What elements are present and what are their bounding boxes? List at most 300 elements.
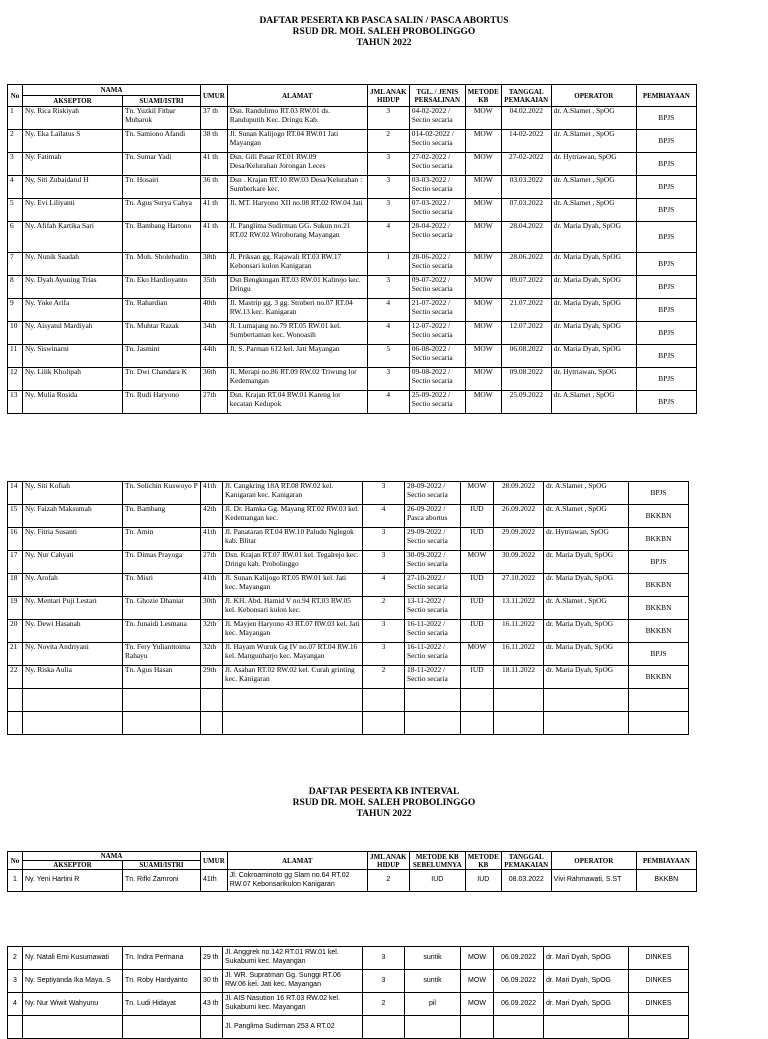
cell-tgl-jenis: 16-11-2022 / Sectio secaria (405, 620, 461, 643)
cell-pembiayaan: BPJS (636, 368, 696, 391)
cell-umur: 30th (201, 597, 223, 620)
cell-pembiayaan: BPJS (629, 482, 689, 505)
cell-metode: MOW (465, 391, 501, 414)
cell-suami (123, 1016, 201, 1039)
cell-tanggal: 28.04.2022 (501, 222, 551, 253)
interval-table-continued (7, 946, 689, 1039)
col-pembiayaan: PEMBIAYAAN (636, 852, 696, 870)
doc2-title-line: RSUD DR. MOH. SALEH PROBOLINGGO (292, 798, 476, 808)
cell-jml-anak: 5 (367, 345, 409, 368)
cell-no: 2 (8, 947, 23, 970)
cell-pembiayaan: BPJS (636, 153, 696, 176)
cell-suami: Tn. Ghozie Dhaniar (123, 597, 201, 620)
cell-alamat: Dsn. Krajan RT.07 RW.01 kel. Tegalrejo kec. Dringu kab. Probolinggo (223, 551, 363, 574)
col-umur: UMUR (201, 85, 228, 107)
empty-cell (405, 689, 461, 712)
cell-operator (544, 1016, 629, 1039)
empty-cell (494, 712, 544, 735)
cell-jml-anak: 2 (367, 130, 409, 153)
table-row (8, 276, 697, 299)
cell-pembiayaan: BKKBN (629, 574, 689, 597)
table-row (8, 199, 697, 222)
table-row (8, 528, 689, 551)
cell-tgl-jenis: 014-02-2022 / Sectio secaria (409, 130, 465, 153)
cell-alamat: Jl. MT. Haryono XII no.08 RT.02 RW.04 Jati (227, 199, 367, 222)
cell-metode: MOW (461, 482, 494, 505)
cell-akseptor: Ny. Dewi Hasanah (23, 620, 123, 643)
cell-no: 1 (8, 107, 23, 130)
cell-umur: 41th (201, 528, 223, 551)
cell-tanggal: 08.03.2022 (501, 870, 551, 892)
cell-no: 15 (8, 505, 23, 528)
cell-umur: 41th (201, 482, 223, 505)
table-row (8, 299, 697, 322)
cell-pembiayaan: DINKES (629, 993, 689, 1016)
cell-alamat: Jl. Priksan gg. Rajawali RT.03 RW.17 Kebonsari kulon Kanigaran (227, 253, 367, 276)
cell-tgl-jenis: 26-09-2022 / Pasca abortus (405, 505, 461, 528)
cell-jml-anak: 3 (363, 643, 405, 666)
col-suami: SUAMI/ISTRI (123, 96, 201, 107)
cell-operator: dr. Maria Dyah, SpOG (551, 345, 636, 368)
cell-alamat: Dsn. Krajan RT.04 RW.01 Kareng lor kecatan Kedupok (227, 391, 367, 414)
cell-suami: Tn. Eko Hardioyanto (123, 276, 201, 299)
cell-pembiayaan: BPJS (636, 299, 696, 322)
table-row (8, 153, 697, 176)
cell-umur: 36th (201, 368, 228, 391)
cell-umur: 41th (201, 870, 228, 892)
cell-tanggal: 25.09.2022 (501, 391, 551, 414)
cell-pembiayaan: BKKBN (629, 597, 689, 620)
col-nama: NAMA (23, 85, 201, 96)
cell-umur: 41 th (201, 153, 228, 176)
cell-no: 3 (8, 970, 23, 993)
cell-tgl-jenis: 09-08-2022 / Sectio secaria (409, 368, 465, 391)
empty-cell (544, 712, 629, 735)
cell-no: 7 (8, 253, 23, 276)
cell-suami: Tn. Moh. Sholehudin (123, 253, 201, 276)
cell-suami: Tn. Jasmint (123, 345, 201, 368)
cell-jml-anak: 3 (363, 528, 405, 551)
cell-alamat: Dsn Bengkingan RT.03 RW.01 Kalirejo kec. Dringu (227, 276, 367, 299)
cell-umur: 29 th (201, 947, 223, 970)
cell-tgl-jenis: 06-08-2022 / Sectio secaria (409, 345, 465, 368)
cell-tanggal: 06.09.2022 (494, 993, 544, 1016)
cell-operator: dr. A.Slamet , SpOG (551, 107, 636, 130)
cell-alamat: Jl. Panglima Sudirman 253 A RT.02 (223, 1016, 363, 1039)
cell-jml-anak: 3 (363, 482, 405, 505)
table-row (8, 322, 697, 345)
empty-row (8, 712, 689, 735)
cell-operator: dr. A.Slamet , SpOG (544, 482, 629, 505)
cell-no: 6 (8, 222, 23, 253)
cell-tanggal: 27-02-2022 (501, 153, 551, 176)
cell-umur: 36 th (201, 176, 228, 199)
cell-jml-anak: 2 (363, 597, 405, 620)
table-row (8, 551, 689, 574)
cell-jml-anak: 2 (363, 666, 405, 689)
table-row (8, 597, 689, 620)
cell-metode-sebelumnya: suntik (405, 947, 461, 970)
cell-jml-anak: 3 (367, 276, 409, 299)
col-tgl-jenis: TGL. / JENIS PERSALINAN (409, 85, 465, 107)
cell-umur (201, 1016, 223, 1039)
cell-metode: MOW (465, 276, 501, 299)
cell-tgl-jenis: 03-03-2022 / Sectio secaria (409, 176, 465, 199)
cell-tgl-jenis: 27-02-2022 / Sectio secaria (409, 153, 465, 176)
col-nama: NAMA (23, 852, 201, 861)
col-suami: SUAMI/ISTRI (123, 861, 201, 870)
cell-tanggal: 26.09.2022 (494, 505, 544, 528)
cell-operator: dr. Maria Dyah, SpOG (551, 276, 636, 299)
doc1-title (0, 16, 768, 49)
cell-metode: IUD (461, 620, 494, 643)
cell-tanggal: 28.06.2022 (501, 253, 551, 276)
cell-tgl-jenis: 29-09-2022 / Sectio secaria (405, 528, 461, 551)
empty-cell (223, 689, 363, 712)
cell-pembiayaan: BPJS (636, 391, 696, 414)
cell-suami: Tn. Muhtar Razak (123, 322, 201, 345)
cell-akseptor: Ny. Afifah Kartika Sari (23, 222, 123, 253)
cell-pembiayaan: BPJS (629, 643, 689, 666)
cell-metode: IUD (461, 505, 494, 528)
empty-cell (201, 689, 223, 712)
empty-cell (405, 712, 461, 735)
cell-pembiayaan: BPJS (636, 222, 696, 253)
cell-no: 8 (8, 276, 23, 299)
table-row (8, 993, 689, 1016)
cell-alamat: Jl. Sunan Kalijogo RT.04 RW.01 Jati Mayangan (227, 130, 367, 153)
doc2-title-line: DAFTAR PESERTA KB INTERVAL (308, 787, 460, 797)
cell-akseptor: Ny. Nunik Saadah (23, 253, 123, 276)
col-tanggal: TANGGAL PEMAKAIAN (501, 852, 551, 870)
cell-metode: MOW (465, 176, 501, 199)
cell-metode: MOW (465, 222, 501, 253)
table-row (8, 947, 689, 970)
cell-pembiayaan: BPJS (629, 551, 689, 574)
cell-tanggal: 09.07.2022 (501, 276, 551, 299)
cell-metode: MOW (465, 130, 501, 153)
cell-metode: MOW (461, 993, 494, 1016)
table-row (8, 643, 689, 666)
empty-cell (8, 689, 23, 712)
cell-alamat: Jl. S. Parman 612 kel. Jati Mayangan (227, 345, 367, 368)
cell-umur: 43 th (201, 993, 223, 1016)
cell-tanggal (494, 1016, 544, 1039)
cell-suami: Tn. Fery Yulianttoima Rahayu (123, 643, 201, 666)
cell-tgl-jenis: 28-04-2022 / Sectio secaria (409, 222, 465, 253)
cell-jml-anak: 3 (363, 551, 405, 574)
cell-no: 18 (8, 574, 23, 597)
cell-no (8, 1016, 23, 1039)
cell-tanggal: 06.09.2022 (494, 970, 544, 993)
cell-jml-anak: 3 (367, 368, 409, 391)
cell-umur: 32th (201, 620, 223, 643)
cell-operator: dr. Maria Dyah, SpOG (551, 322, 636, 345)
cell-no: 9 (8, 299, 23, 322)
cell-metode: MOW (461, 643, 494, 666)
cell-umur: 40th (201, 299, 228, 322)
cell-suami: Tn. Junaidi Lesmana (123, 620, 201, 643)
cell-tgl-jenis: 07-03-2022 / Sectio secaria (409, 199, 465, 222)
cell-pembiayaan: BPJS (636, 176, 696, 199)
cell-alamat: Dsn. Randulimo RT.03 RW.01 ds. Randuputih Kec. Dringu Kab. (227, 107, 367, 130)
cell-jml-anak: 4 (363, 574, 405, 597)
cell-no: 3 (8, 153, 23, 176)
cell-umur: 32th (201, 643, 223, 666)
cell-jml-anak: 2 (363, 993, 405, 1016)
cell-metode: MOW (461, 970, 494, 993)
table-row (8, 666, 689, 689)
cell-metode: IUD (461, 528, 494, 551)
cell-metode: MOW (465, 368, 501, 391)
cell-umur: 44th (201, 345, 228, 368)
cell-no: 10 (8, 322, 23, 345)
cell-tgl-jenis: 18-11-2022 / Sectio secaria (405, 666, 461, 689)
cell-alamat: Jl. Anggrek no.142 RT.01 RW.01 kel. Sukabumi kec. Mayangan (223, 947, 363, 970)
cell-umur: 38 th (201, 130, 228, 153)
cell-metode-sebelumnya: IUD (409, 870, 465, 892)
cell-alamat: Jl. KH. Abd. Hamid V no.94 RT.03 RW.05 kel. Kebonsari kulon kec. (223, 597, 363, 620)
doc1-title-line: RSUD DR. MOH. SALEH PROBOLINGGO (292, 27, 476, 37)
cell-operator: dr. A.Slamet , SpOG (551, 130, 636, 153)
cell-pembiayaan: BPJS (636, 276, 696, 299)
cell-tgl-jenis: 12-07-2022 / Sectio secaria (409, 322, 465, 345)
cell-akseptor: Ny. Novita Andriyani (23, 643, 123, 666)
cell-jml-anak: 3 (363, 947, 405, 970)
cell-umur: 41th (201, 574, 223, 597)
table-row (8, 620, 689, 643)
table-row (8, 482, 689, 505)
cell-alamat: Jl. Cangkring 18A RT.08 RW.02 kel. Kanigaran kec. Kanigaran (223, 482, 363, 505)
col-umur: UMUR (201, 852, 228, 870)
cell-tgl-jenis: 16-11-2022 / Sectio secaria (405, 643, 461, 666)
cell-suami: Tn. Bambang Hartono (123, 222, 201, 253)
cell-umur: 35th (201, 276, 228, 299)
col-alamat: ALAMAT (227, 852, 367, 870)
cell-jml-anak: 3 (367, 107, 409, 130)
cell-operator: dr. Mari Dyah, SpOG (544, 970, 629, 993)
doc1-title-line: TAHUN 2022 (356, 38, 412, 48)
cell-tanggal: 09.08.2022 (501, 368, 551, 391)
col-operator: OPERATOR (551, 852, 636, 870)
cell-tanggal: 18.11.2022 (494, 666, 544, 689)
cell-tanggal: 06.08.2022 (501, 345, 551, 368)
cell-akseptor: Ny. Dyah Ayuning Trias (23, 276, 123, 299)
cell-metode: MOW (465, 153, 501, 176)
cell-umur: 27th (201, 391, 228, 414)
cell-operator: dr. Hytriawan, SpOG (544, 528, 629, 551)
cell-no: 5 (8, 199, 23, 222)
table-row (8, 130, 697, 153)
cell-operator: Vivi Rahmawati, S.ST (551, 870, 636, 892)
cell-tgl-jenis: 04-02-2022 / Sectio secaria (409, 107, 465, 130)
empty-cell (201, 712, 223, 735)
cell-pembiayaan: BPJS (636, 253, 696, 276)
doc2-title-line: TAHUN 2022 (356, 809, 412, 819)
cell-no: 12 (8, 368, 23, 391)
cell-no: 19 (8, 597, 23, 620)
empty-cell (123, 689, 201, 712)
cell-akseptor: Ny. Yoke Arifa (23, 299, 123, 322)
cell-pembiayaan: DINKES (629, 970, 689, 993)
cell-operator: dr. Mari Dyah, SpOG (544, 993, 629, 1016)
empty-cell (23, 689, 123, 712)
cell-suami: Tn. Rudi Haryono (123, 391, 201, 414)
cell-metode: MOW (461, 551, 494, 574)
cell-tanggal: 30.09.2022 (494, 551, 544, 574)
cell-akseptor: Ny. Siti Zubaidatul H (23, 176, 123, 199)
cell-akseptor: Ny. Faizah Maksumah (23, 505, 123, 528)
cell-suami: Tn. Dwi Chandara K (123, 368, 201, 391)
cell-metode-sebelumnya: pil (405, 993, 461, 1016)
col-operator: OPERATOR (551, 85, 636, 107)
empty-cell (461, 712, 494, 735)
cell-akseptor: Ny. Aisyatul Mardiyah (23, 322, 123, 345)
cell-tgl-jenis: 09-07-2022 / Sectio secaria (409, 276, 465, 299)
table-row (8, 107, 697, 130)
cell-akseptor: Ny. Evi Liliyanti (23, 199, 123, 222)
cell-suami: Tn. Yuzkil Fitbar Mubarok (123, 107, 201, 130)
col-metode: METODE KB (465, 852, 501, 870)
table-row (8, 1016, 689, 1039)
cell-metode: IUD (461, 574, 494, 597)
cell-umur: 30 th (201, 970, 223, 993)
cell-no: 2 (8, 130, 23, 153)
cell-umur: 38th (201, 253, 228, 276)
table-row (8, 391, 697, 414)
cell-pembiayaan: BPJS (636, 107, 696, 130)
cell-jml-anak: 2 (367, 870, 409, 892)
cell-no: 11 (8, 345, 23, 368)
cell-operator: dr. Hytriawan, SpOG (551, 153, 636, 176)
cell-jml-anak: 3 (363, 620, 405, 643)
empty-cell (629, 712, 689, 735)
cell-suami: Tn. Samiono Afandi (123, 130, 201, 153)
interval-table (7, 851, 697, 892)
cell-tgl-jenis: 21-07-2022 / Sectio secaria (409, 299, 465, 322)
cell-metode: MOW (461, 947, 494, 970)
cell-pembiayaan (629, 1016, 689, 1039)
cell-no: 13 (8, 391, 23, 414)
cell-alamat: Dsn. Gili Pasar RT.01 RW.09 Desa/Kelurahan Jorongan Leces (227, 153, 367, 176)
cell-suami: Tn. Rifki Zamroni (123, 870, 201, 892)
cell-tanggal: 13.11.2022 (494, 597, 544, 620)
cell-akseptor: Ny. Fitria Susanti (23, 528, 123, 551)
col-alamat: ALAMAT (227, 85, 367, 107)
col-tanggal: TANGGAL PEMAKAIAN (501, 85, 551, 107)
cell-operator: dr. A.Slamet , SpOG (551, 176, 636, 199)
col-akseptor: AKSEPTOR (23, 96, 123, 107)
cell-operator: dr. Maria Dyah, SpOG (544, 620, 629, 643)
cell-suami: Tn. Amin (123, 528, 201, 551)
cell-pembiayaan: BPJS (636, 199, 696, 222)
cell-alamat: Dsn . Krajan RT.10 RW.03 Desa/Kelurahan : Sumberkare kec. (227, 176, 367, 199)
cell-akseptor: Ny. Siti Kofiah (23, 482, 123, 505)
cell-tgl-jenis: 25-09-2022 / Sectio secaria (409, 391, 465, 414)
cell-metode: MOW (465, 107, 501, 130)
cell-tanggal: 28.09.2022 (494, 482, 544, 505)
cell-pembiayaan: BKKBN (629, 620, 689, 643)
cell-jml-anak: 3 (367, 176, 409, 199)
cell-metode (461, 1016, 494, 1039)
cell-no: 22 (8, 666, 23, 689)
cell-suami: Tn. Roby Hardyanto (123, 970, 201, 993)
cell-jml-anak: 3 (363, 970, 405, 993)
cell-no: 14 (8, 482, 23, 505)
cell-umur: 41 th (201, 199, 228, 222)
cell-operator: dr. Maria Dyah, SpOG (544, 551, 629, 574)
cell-suami: Tn. Agus Surya Cahya (123, 199, 201, 222)
empty-cell (23, 712, 123, 735)
cell-tgl-jenis: 27-10-2022 / Sectio secaria (405, 574, 461, 597)
cell-tanggal: 16.11.2022 (494, 620, 544, 643)
cell-no: 4 (8, 176, 23, 199)
cell-suami: Tn. Sumar Yadi (123, 153, 201, 176)
cell-metode: IUD (465, 870, 501, 892)
cell-jml-anak: 4 (367, 222, 409, 253)
cell-alamat: Jl. Dr. Hamka Gg. Mayang RT.02 RW.03 kel. Kedemangan kec. (223, 505, 363, 528)
cell-suami: Tn. Rahardian (123, 299, 201, 322)
empty-cell (8, 712, 23, 735)
cell-operator: dr. A.Slamet , SpOG (544, 505, 629, 528)
cell-akseptor: Ny. Yeni Hartini R (23, 870, 123, 892)
cell-tgl-jenis: 28-09-2022 / Sectio secaria (405, 482, 461, 505)
doc2-title (0, 787, 768, 820)
cell-operator: dr. A.Slamet , SpOG (551, 391, 636, 414)
cell-akseptor: Ny. Septiyanda Ika Maya. S (23, 970, 123, 993)
cell-no: 16 (8, 528, 23, 551)
cell-akseptor: Ny. Fatimah (23, 153, 123, 176)
cell-tanggal: 16.11.2022 (494, 643, 544, 666)
cell-jml-anak: 1 (367, 253, 409, 276)
cell-akseptor (23, 1016, 123, 1039)
cell-alamat: Jl. AIS Nasution 16 RT.03 RW.02 kel. Sukabumi kec. Mayangan (223, 993, 363, 1016)
pasca-salin-table-continued (7, 481, 689, 735)
cell-operator: dr. A.Slamet , SpOG (544, 597, 629, 620)
cell-tgl-jenis: 30-09-2022 / Sectio secaria (405, 551, 461, 574)
cell-metode: MOW (465, 345, 501, 368)
table-row (8, 505, 689, 528)
cell-alamat: Jl. WR. Supratman Gg. Sunggi RT.06 RW.06 kel. Jati kec. Mayangan (223, 970, 363, 993)
cell-metode-sebelumnya: suntik (405, 970, 461, 993)
cell-no: 21 (8, 643, 23, 666)
col-jml-anak: JML ANAK HIDUP (367, 85, 409, 107)
cell-pembiayaan: BPJS (636, 130, 696, 153)
cell-tanggal: 27.10.2022 (494, 574, 544, 597)
col-akseptor: AKSEPTOR (23, 861, 123, 870)
cell-alamat: Jl. Panataran RT.04 RW.10 Paludo Nglegok kab. Blitar (223, 528, 363, 551)
cell-no: 20 (8, 620, 23, 643)
cell-operator: dr. Maria Dyah, SpOG (551, 299, 636, 322)
cell-akseptor: Ny. Arofah (23, 574, 123, 597)
cell-metode: MOW (465, 322, 501, 345)
cell-suami: Tn. Hosairi (123, 176, 201, 199)
cell-pembiayaan: BPJS (636, 322, 696, 345)
cell-akseptor: Ny. Mulia Rosida (23, 391, 123, 414)
cell-akseptor: Ny. Rica Riskiyah (23, 107, 123, 130)
cell-alamat: Jl. Mayjen Haryono 43 RT.07 RW.03 kel. Jati kec. Mayangan (223, 620, 363, 643)
table-row (8, 368, 697, 391)
table-row (8, 574, 689, 597)
cell-akseptor: Ny. Mentari Puji Lestari (23, 597, 123, 620)
cell-operator: dr. Maria Dyah, SpOG (551, 253, 636, 276)
cell-suami: Tn. Agus Hasan (123, 666, 201, 689)
cell-jml-anak: 4 (367, 391, 409, 414)
cell-suami: Tn. Bambang (123, 505, 201, 528)
cell-no: 4 (8, 993, 23, 1016)
cell-alamat: Jl. Asahan RT.02 RW.02 kel. Curah grinting kec. Kanigaran (223, 666, 363, 689)
empty-cell (494, 689, 544, 712)
